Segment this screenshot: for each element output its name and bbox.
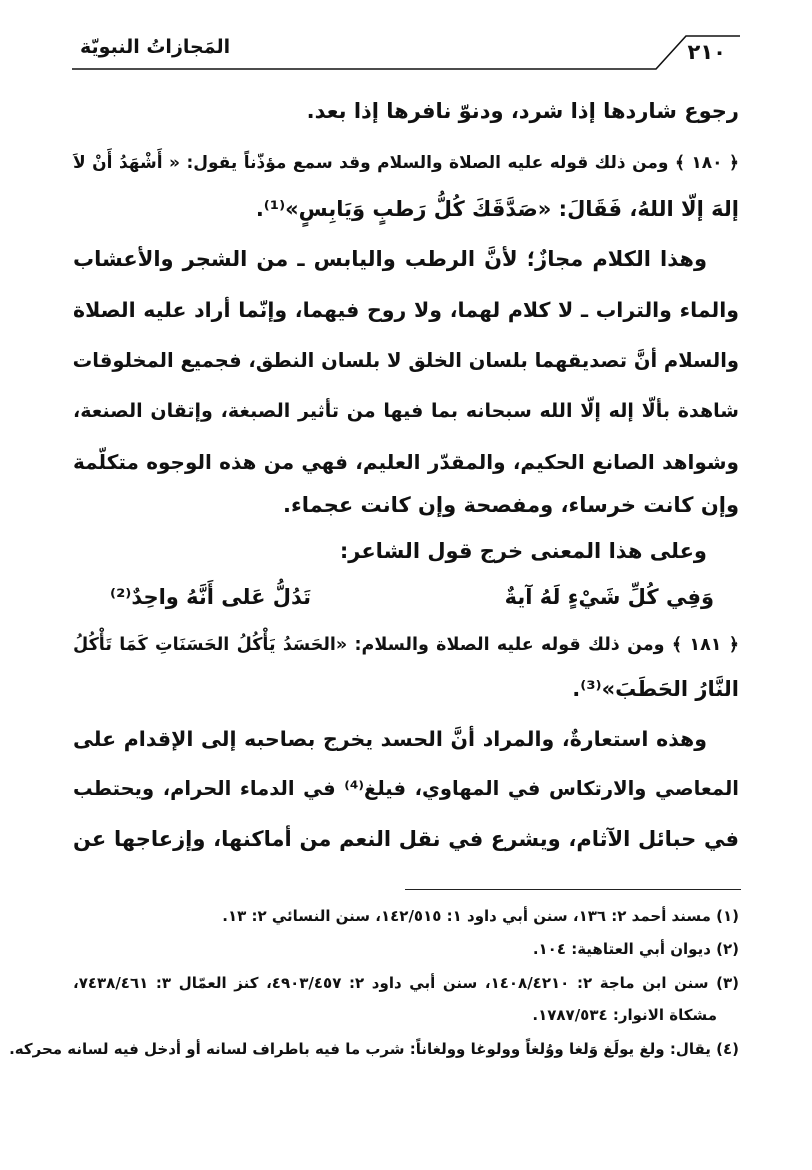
hadith-180-line-2: إلهَ إلّا اللهُ، فَقَالَ: «صَدَّقَكَ كُلُّ رَطبٍ وَيَابِسٍ»⁽¹⁾.	[255, 197, 739, 221]
body-line-16: في حبائل الآثام، ويشرع في نقل النعم من أماكنها، وإزعاجها عن	[73, 827, 739, 851]
body-line-1: رجوع شاردها إذا شرد، ودنوّ نافرها إذا بعد.	[306, 99, 739, 123]
poem-second-hemistich: تَدُلُّ عَلى أَنَّهُ واحِدٌ⁽²⁾	[110, 585, 311, 609]
poem-first-hemistich: وَفِي كُلِّ شَيْءٍ لَهُ آيةٌ	[504, 585, 714, 609]
book-title: المَجازاتُ النبويّة	[80, 36, 231, 58]
footnote-separator	[405, 889, 741, 890]
body-line-5: والماء والتراب ـ لا كلام لهما، ولا روح فيهما، وإنّما أراد عليه الصلاة	[73, 298, 739, 322]
hadith-181-line-2: النَّارُ الحَطَبَ»⁽³⁾.	[572, 677, 739, 701]
body-line-6: والسلام أنَّ تصديقهما بلسان الخلق لا بلسان النطق، فجميع المخلوقات	[72, 349, 739, 372]
body-line-15: المعاصي والارتكاس في المهاوي، فيلغ⁽⁴⁾ في الدماء الحرام، ويحتطب	[73, 777, 739, 800]
body-line-7: شاهدة بألّا إله إلّا الله سبحانه بما فيها من تأثير الصبغة، وإتقان الصنعة،	[73, 400, 739, 422]
poem-verse	[110, 582, 714, 612]
body-line-8: وشواهد الصانع الحكيم، والمقدّر العليم، فهي من هذه الوجوه متكلّمة	[73, 450, 739, 474]
body-line-4: وهذا الكلام مجازٌ؛ لأنَّ الرطب واليابس ـ من الشجر والأعشاب	[73, 247, 707, 271]
running-header	[72, 30, 740, 70]
footnote-3-continued: مشكاة الانوار: ١٧٨٧/٥٣٤.	[532, 1006, 717, 1024]
body-line-9: وإن كانت خرساء، ومفصحة وإن كانت عجماء.	[283, 493, 739, 517]
footnote-1: (١) مسند أحمد ٢: ١٣٦، سنن أبي داود ١: ١٤٢/٥١٥، سنن النسائي ٢: ١٣.	[222, 907, 739, 925]
body-line-10: وعلى هذا المعنى خرج قول الشاعر:	[339, 539, 707, 563]
hadith-181-line-1: ﴿ ١٨١ ﴾ ومن ذلك قوله عليه الصلاة والسلام: «الحَسَدُ يَأْكُلُ الحَسَنَاتِ كَمَا تَأْكُلُ	[73, 635, 739, 655]
footnote-2: (٢) ديوان أبي العتاهية: ١٠٤.	[532, 940, 739, 958]
page-number: ٢١٠	[687, 40, 726, 64]
body-line-14: وهذه استعارةٌ، والمراد أنَّ الحسد يخرج بصاحبه إلى الإقدام على	[73, 727, 707, 751]
hadith-180-line-1: ﴿ ١٨٠ ﴾ ومن ذلك قوله عليه الصلاة والسلام وقد سمع مؤذّناً يقول: « أَشْهَدُ أَنْ لاَ	[73, 153, 739, 173]
footnote-4: (٤) يقال: ولغ يولَغ وَلغا ووُلغاً وولوغا وولغاناً: شرب ما فيه باطراف لسانه أو أدخل فيه لسانه محركه.	[9, 1040, 739, 1058]
footnote-3: (٣) سنن ابن ماجة ٢: ١٤٠٨/٤٢١٠، سنن أبي داود ٢: ٤٩٠٣/٤٥٧، كنز العمّال ٣: ٧٤٣٨/٤٦١،	[73, 974, 739, 992]
